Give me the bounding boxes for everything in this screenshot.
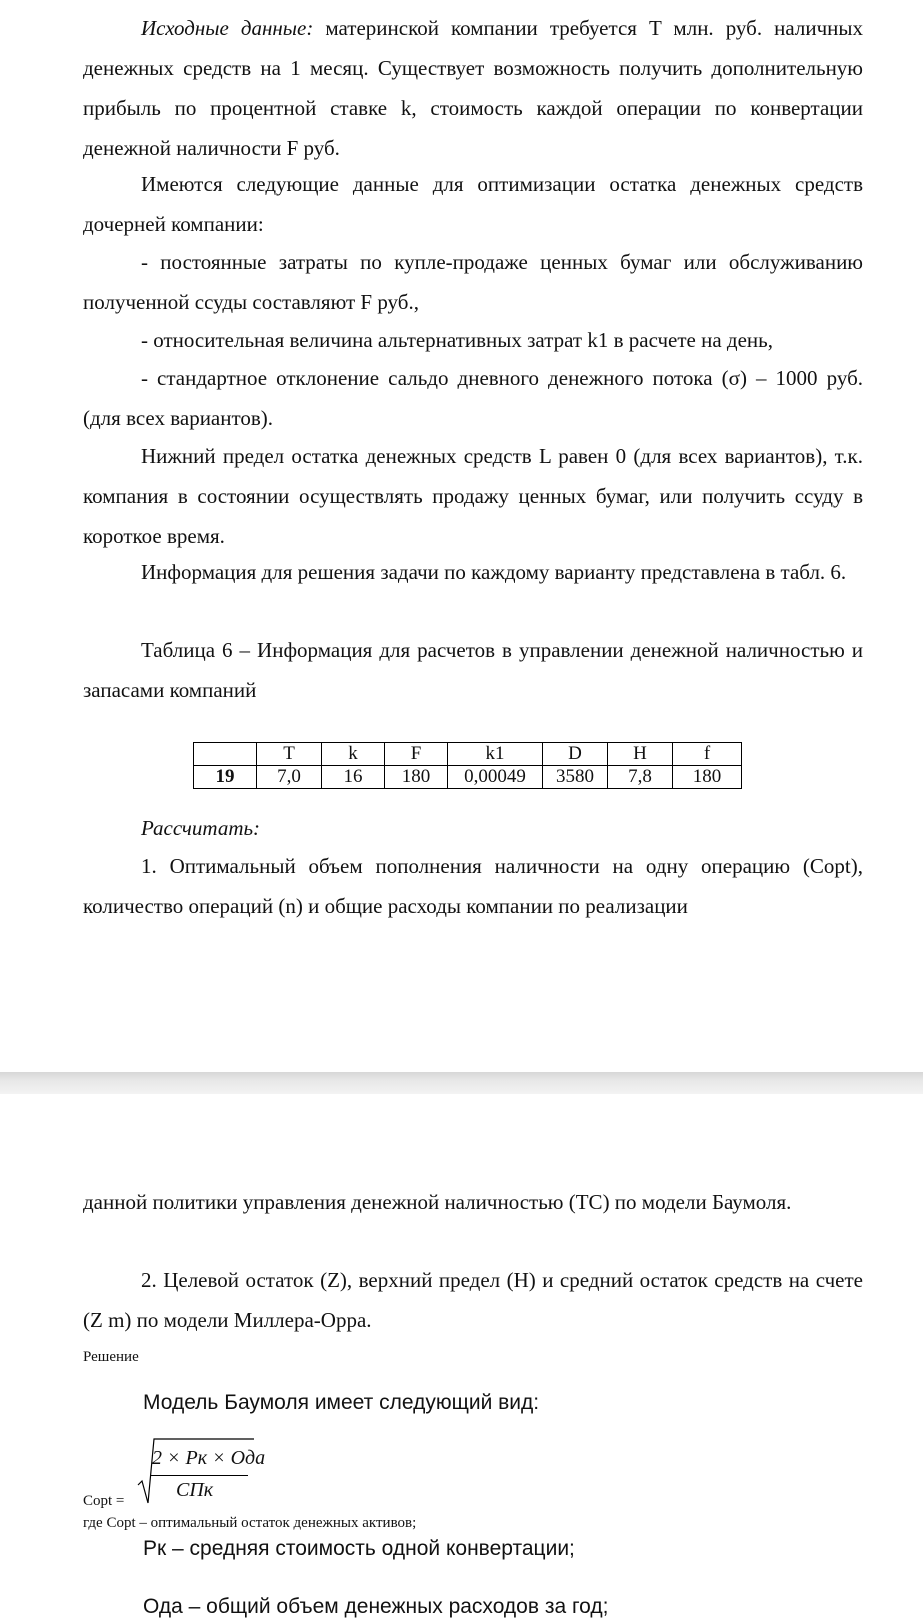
table-header-cell: F — [385, 743, 448, 766]
table-header-cell: k — [322, 743, 385, 766]
table-header-cell: k1 — [448, 743, 543, 766]
solution-heading: Решение — [83, 1349, 139, 1365]
table-header-cell — [194, 743, 257, 766]
formula-denominator: СПк — [176, 1479, 214, 1501]
initial-data-label: Исходные данные: — [141, 16, 314, 40]
page-separator — [0, 1072, 923, 1094]
formula-numerator: 2 × Pк × Oда — [152, 1447, 266, 1469]
table-header-cell: D — [543, 743, 608, 766]
pk-definition: Рк – средняя стоимость одной конвертации; — [143, 1537, 575, 1560]
paragraph-optimization-data: Имеются следующие данные для оптимизации остатка денежных средств дочерней компании: — [83, 172, 863, 236]
table-cell: 7,8 — [608, 766, 673, 789]
table-cell: 3580 — [543, 766, 608, 789]
paragraph-initial-data — [83, 8, 863, 168]
table-row — [194, 766, 742, 789]
copt-label: Copt = — [83, 1493, 125, 1509]
paragraph-task-1: 1. Оптимальный объем пополнения наличности на одну операцию (Copt), количество операций (n) и общие расходы компании по реализации — [83, 854, 863, 918]
copt-definition: где Copt – оптимальный остаток денежных активов; — [83, 1515, 417, 1531]
paragraph-lower-limit: Нижний предел остатка денежных средств L равен 0 (для всех вариантов), т.к. компания в состоянии осуществлять продажу ценных бумаг, или получить ссуду в короткое время. — [83, 444, 863, 548]
table-cell-variant: 19 — [194, 766, 257, 789]
table-cell: 180 — [385, 766, 448, 789]
table-header-cell: T — [257, 743, 322, 766]
table-cell: 7,0 — [257, 766, 322, 789]
paragraph-task-1-continued: данной политики управления денежной наличностью (ТС) по модели Баумоля. — [83, 1190, 792, 1214]
initial-data-text: материнской компании требуется T млн. руб. наличных денежных средств на 1 месяц. Существует возможность получить дополнительную прибыль по процентной ставке k, стоимость каждой операции по конвертации денежной наличности F руб. — [83, 16, 863, 160]
paragraph-alternative-costs: - относительная величина альтернативных затрат k1 в расчете на день, — [141, 328, 773, 352]
fraction-line — [150, 1475, 248, 1476]
table-header-cell: f — [673, 743, 742, 766]
table-cell: 16 — [322, 766, 385, 789]
table-caption: Таблица 6 – Информация для расчетов в управлении денежной наличностью и запасами компаний — [83, 638, 863, 702]
paragraph-table-reference: Информация для решения задачи по каждому варианту представлена в табл. 6. — [141, 560, 847, 584]
paragraph-task-2: 2. Целевой остаток (Z), верхний предел (H) и средний остаток средств на счете (Z m) по модели Миллера-Орра. — [83, 1268, 863, 1332]
oda-definition: Ода – общий объем денежных расходов за год; — [143, 1595, 609, 1618]
table-header-cell: H — [608, 743, 673, 766]
table-header-row — [194, 743, 742, 766]
calculate-heading: Рассчитать: — [141, 816, 261, 840]
paragraph-std-deviation: - стандартное отклонение сальдо дневного денежного потока (σ) – 1000 руб. (для всех вариантов). — [83, 366, 863, 430]
baumol-formula — [136, 1437, 266, 1507]
paragraph-fixed-costs: - постоянные затраты по купле-продаже ценных бумаг или обслуживанию полученной ссуды составляют F руб., — [83, 250, 863, 314]
table-cell: 0,00049 — [448, 766, 543, 789]
baumol-model-intro: Модель Баумоля имеет следующий вид: — [143, 1391, 540, 1414]
data-table — [193, 742, 742, 789]
table-cell: 180 — [673, 766, 742, 789]
